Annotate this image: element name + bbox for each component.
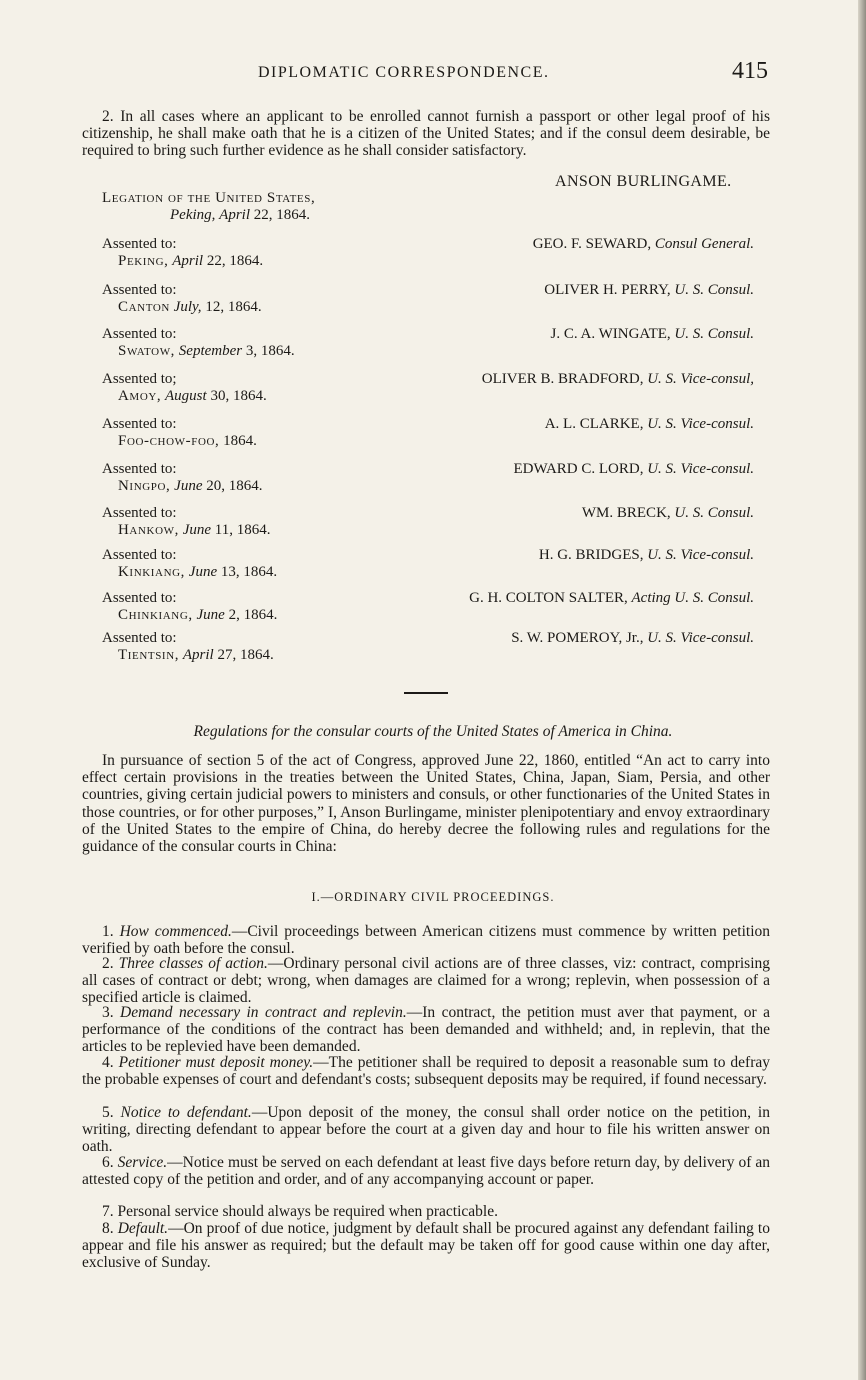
assent-place: Canton — [118, 299, 170, 315]
assent-day-year: 13, 1864. — [220, 564, 278, 580]
assent-entry — [102, 590, 772, 630]
rule-item — [82, 924, 770, 958]
page-edge — [858, 0, 866, 1380]
assent-entry — [102, 282, 772, 322]
signer-name: OLIVER H. PERRY, — [544, 282, 671, 298]
assent-day-year: 22, 1864. — [206, 253, 264, 269]
preamble — [82, 752, 770, 855]
assent-month: June — [196, 607, 225, 623]
assent-entry — [102, 461, 772, 501]
assent-entry — [102, 371, 772, 411]
page-number: 415 — [732, 58, 768, 84]
assent-label: Assented to: — [102, 416, 177, 432]
signer-name: S. W. POMEROY, Jr., — [511, 630, 644, 646]
assent-signature — [539, 547, 754, 564]
rule-heading: How commenced. — [119, 923, 232, 940]
signer-title: U. S. Vice-consul, — [647, 371, 754, 387]
rule-text: Personal service should always be required when practicable. — [117, 1203, 498, 1220]
signer-title: U. S. Vice-consul. — [647, 416, 754, 432]
signer-title: U. S. Vice-consul. — [647, 630, 754, 646]
assent-month: September — [178, 343, 243, 359]
assent-place: Kinkiang, — [118, 564, 186, 580]
rule-heading: Service. — [117, 1154, 168, 1171]
assent-place: Ningpo, — [118, 478, 171, 494]
rule-number: 7. — [102, 1203, 114, 1220]
rule-heading: Default. — [117, 1220, 169, 1237]
assent-place: Peking, — [118, 253, 169, 269]
rule-number: 5. — [102, 1104, 114, 1121]
assent-entry — [102, 630, 772, 670]
assent-signature — [551, 326, 754, 343]
rule-text: —In contract, the petition must aver that payment, or a performance of the conditions of the contract has been demanded and withheld; and, in replevin, that the articles to be replevied have been demanded. — [82, 1004, 770, 1055]
legation-place: Peking, — [170, 207, 216, 223]
assent-place: Foo-chow-foo, — [118, 433, 220, 449]
signer-title: Acting U. S. Consul. — [631, 590, 754, 606]
rule-heading: Demand necessary in contract and replevin. — [120, 1004, 407, 1021]
assent-label: Assented to: — [102, 326, 177, 342]
rule-text: —The petitioner shall be required to deposit a reasonable sum to defray the probable expenses of court and defendant's costs; subsequent deposits may be required, if found necessary. — [82, 1054, 771, 1088]
rule-number: 3. — [102, 1004, 114, 1021]
assent-month: April — [172, 253, 204, 269]
assent-place-date — [118, 478, 262, 495]
assent-place-date — [118, 433, 257, 450]
signer-name: A. L. CLARKE, — [544, 416, 644, 432]
signer-title: U. S. Vice-consul. — [647, 547, 754, 563]
signer-title: U. S. Consul. — [674, 326, 754, 342]
assent-entry — [102, 505, 772, 545]
signer-name: H. G. BRIDGES, — [538, 547, 644, 563]
assent-day-year: 20, 1864. — [206, 478, 263, 494]
assent-entry — [102, 547, 772, 587]
assent-label: Assented to: — [102, 547, 177, 563]
assent-entry — [102, 326, 772, 366]
legation-line: Legation of the United States, — [102, 190, 316, 206]
regulations-title: Regulations for the consular courts of the United States of America in China. — [193, 723, 673, 740]
assent-place-date — [118, 388, 267, 405]
legation-date — [102, 207, 315, 224]
signer-name: J. C. A. WINGATE, — [550, 326, 671, 342]
assent-signature — [545, 416, 754, 433]
assent-place: Tientsin, — [118, 647, 180, 663]
assent-entry — [102, 236, 772, 276]
assent-place: Hankow, — [118, 522, 179, 538]
assent-month: June — [182, 522, 212, 538]
rule-item — [82, 1055, 770, 1089]
section-divider — [404, 692, 448, 694]
legation-day-year: 22, 1864. — [253, 207, 310, 223]
running-header — [230, 60, 770, 90]
assent-place-date — [118, 522, 270, 539]
assent-day-year: 12, 1864. — [205, 299, 262, 315]
rule-item — [82, 1221, 770, 1271]
rule-number: 8. — [102, 1220, 114, 1237]
assent-place-date — [118, 564, 277, 581]
rule-text: —Notice must be served on each defendant at least five days before return day, by delivery of an attested copy of the petition and order, and of any accompanying account or paper. — [82, 1154, 771, 1188]
rule-item — [82, 1155, 770, 1189]
assent-entry — [102, 416, 772, 456]
assent-month: June — [174, 478, 203, 494]
rule-heading: Petitioner must deposit money. — [118, 1054, 314, 1071]
assent-place-date — [118, 647, 274, 664]
rule-item — [82, 1204, 770, 1221]
assent-place-date — [118, 253, 263, 270]
legation-month: April — [219, 207, 250, 223]
main-signature: ANSON BURLINGAME. — [555, 173, 732, 190]
assent-signature — [511, 630, 754, 647]
signer-name: G. H. COLTON SALTER, — [469, 590, 628, 606]
paragraph-2 — [82, 108, 770, 159]
section-heading: I.—ORDINARY CIVIL PROCEEDINGS. — [311, 890, 555, 904]
assent-month: August — [165, 388, 207, 404]
assent-place-date — [118, 607, 277, 624]
assent-place: Swatow, — [118, 343, 176, 359]
assent-day-year: 1864. — [223, 433, 257, 449]
assent-month: April — [182, 647, 214, 663]
assent-place: Chinkiang, — [118, 607, 193, 623]
rule-number: 4. — [102, 1054, 114, 1071]
rule-number: 1. — [102, 923, 114, 940]
rule-text: —Civil proceedings between American citizens must commence by written petition verified by oath before the consul. — [82, 923, 770, 957]
assent-label: Assented to: — [102, 461, 177, 477]
assent-place-date — [118, 343, 295, 360]
assent-signature — [582, 505, 754, 522]
rule-text: —On proof of due notice, judgment by default shall be procured against any defendant failing to appear and file his answer as required; but the default may be taken off for good cause within one day after, exclusive of Sunday. — [82, 1220, 770, 1271]
rule-heading: Notice to defendant. — [120, 1104, 252, 1121]
assent-place-date — [118, 299, 262, 316]
rule-heading: Three classes of action. — [118, 955, 268, 972]
assent-label: Assented to: — [102, 282, 177, 298]
assent-signature — [544, 282, 754, 299]
assent-day-year: 27, 1864. — [217, 647, 274, 663]
rule-item — [82, 1105, 770, 1155]
paragraph-2-text: 2. In all cases where an applicant to be enrolled cannot furnish a passport or other legal proof of his citizenship, he shall make oath that he is a citizen of the United States; and if the consul deem desirable, be required to bring such further evidence as he shall consider satisfactory. — [82, 108, 770, 159]
assent-label: Assented to: — [102, 236, 177, 252]
rule-item — [82, 956, 770, 1006]
rule-number: 6. — [102, 1154, 114, 1171]
signer-title: U. S. Consul. — [674, 282, 754, 298]
rule-number: 2. — [102, 955, 114, 972]
signer-name: GEO. F. SEWARD, — [532, 236, 652, 252]
signer-title: U. S. Vice-consul. — [647, 461, 754, 477]
assent-signature — [482, 371, 754, 388]
assent-month: June — [188, 564, 218, 580]
preamble-text: In pursuance of section 5 of the act of Congress, approved June 22, 1860, entitled “An act to carry into effect certain provisions in the treaties between the United States, China, Japan, Siam, Persia, and other countries, giving certain judicial powers to ministers and consuls, or other functionaries of the United States in those countries, or for other purposes,” I, Anson Burlingame, minister plenipotentiary and envoy extraordinary of the United States to the empire of China, do hereby decree the following rules and regulations for the guidance of the consular courts in China: — [82, 752, 770, 856]
signer-name: OLIVER B. BRADFORD, — [481, 371, 644, 387]
assent-label: Assented to; — [102, 371, 177, 387]
assent-label: Assented to: — [102, 590, 177, 606]
signer-title: U. S. Consul. — [674, 505, 754, 521]
rule-text: —Ordinary personal civil actions are of three classes, viz: contract, comprising all cases of contract or debt; wrong, when damages are claimed for a wrong; replevin, when possession of a specified article is claimed. — [82, 955, 771, 1006]
signer-name: WM. BRECK, — [581, 505, 671, 521]
rule-text: —Upon deposit of the money, the consul shall order notice on the petition, in writing, directing defendant to appear before the court at a given day and hour to file his written answer on oath. — [82, 1104, 770, 1155]
assent-month: July, — [173, 299, 202, 315]
assent-signature — [533, 236, 754, 253]
legation-block — [102, 190, 315, 224]
rule-item — [82, 1005, 770, 1055]
assent-day-year: 2, 1864. — [228, 607, 278, 623]
assent-place: Amoy, — [118, 388, 162, 404]
assent-signature — [469, 590, 754, 607]
signer-title: Consul General. — [654, 236, 754, 252]
assent-signature — [513, 461, 754, 478]
signer-name: EDWARD C. LORD, — [513, 461, 644, 477]
assent-label: Assented to: — [102, 630, 177, 646]
assent-day-year: 30, 1864. — [210, 388, 267, 404]
assent-label: Assented to: — [102, 505, 177, 521]
running-title: DIPLOMATIC CORRESPONDENCE. — [258, 64, 550, 81]
assent-day-year: 3, 1864. — [245, 343, 295, 359]
assent-day-year: 11, 1864. — [214, 522, 271, 538]
